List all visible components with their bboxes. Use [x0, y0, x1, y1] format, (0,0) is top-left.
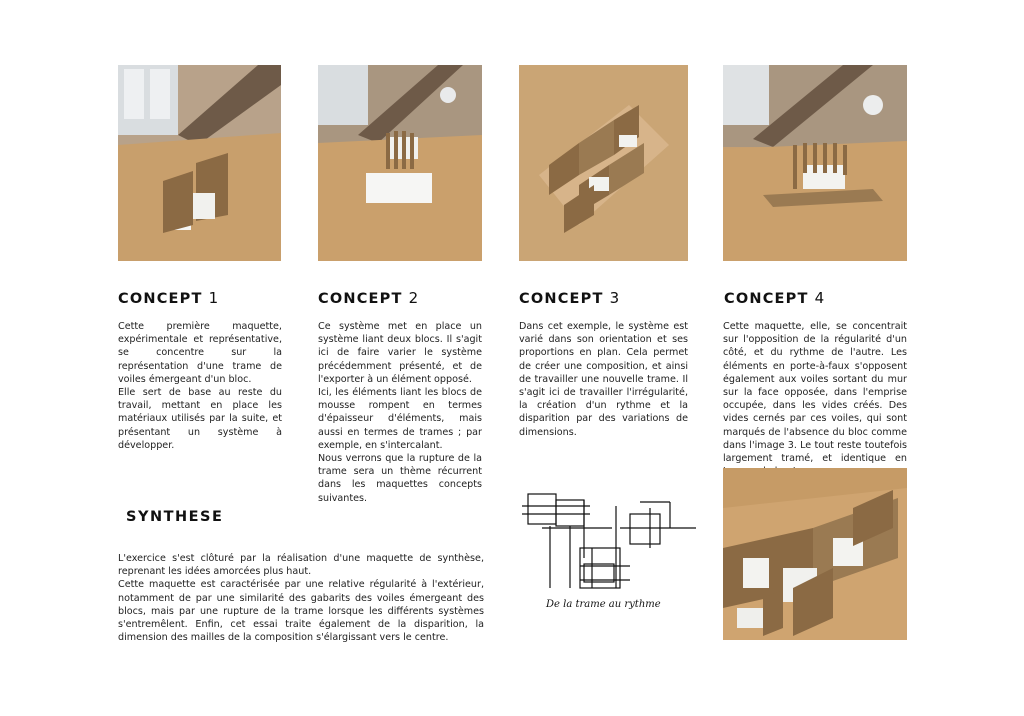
concept-1-title-label: CONCEPT — [118, 291, 203, 307]
concept-1-number: 1 — [208, 289, 220, 307]
concept-3-number: 3 — [609, 289, 621, 307]
concept-2-title — [318, 289, 419, 307]
concept-2-text — [318, 320, 482, 505]
synthese-paragraph: Cette maquette est caractérisée par une relative régularité à l'extérieur, notamment de par une similarité des gabarits des voiles émergeant des blocs, mais par une rupture de la trame lorsque les différents systèmes s'entremêlent. Enfin, cet essai traite également de la disparition, la dimension des mailles de la composition s'élargissant vers le centre. — [118, 579, 484, 644]
concept-4-title — [724, 289, 825, 307]
concept-1-photo — [118, 65, 281, 261]
synthese-paragraph: L'exercice s'est clôturé par la réalisation d'une maquette de synthèse, reprenant les idées amorcées plus haut. — [118, 553, 484, 578]
concept-2-paragraph: Ce système met en place un système liant deux blocs. Il s'agit ici de faire varier le système précédemment présenté, et de l'exporter à un élément opposé. — [318, 321, 482, 385]
synthese-text — [118, 552, 484, 644]
concept-4-paragraph: Cette maquette, elle, se concentrait sur l'opposition de la régularité d'un côté, et du rythme de l'autre. Les éléments en porte-à-faux s'opposent également aux voiles sortant du mur sur la face opposée, dans l'emprise occupée, dans les vides créés. Des vides cernés par ces voiles, qui sont marqués de l'absence du bloc comme dans l'image 3. Le tout reste toutefois largement tramé, et identique en — [723, 321, 907, 465]
concept-2-number: 2 — [408, 289, 420, 307]
concept-4-photo — [723, 65, 907, 261]
concept-2-paragraph: Nous verrons que la rupture de la trame sera un thème récurrent dans les maquettes concepts suivantes. — [318, 453, 482, 504]
concept-2-paragraph: Ici, les éléments liant les blocs de mousse rompent en termes d'épaisseur d'éléments, mais aussi en termes de trames ; par exemple, en s'intercalant. — [318, 387, 482, 451]
sketch-caption: De la trame au rythme — [546, 599, 661, 610]
concept-2-photo — [318, 65, 482, 261]
concept-1-title — [118, 289, 219, 307]
concept-2-title-label: CONCEPT — [318, 291, 403, 307]
concept-3-photo — [519, 65, 688, 261]
concept-4-title-label: CONCEPT — [724, 291, 809, 307]
concept-3-title-label: CONCEPT — [519, 291, 604, 307]
synthese-title: SYNTHESE — [126, 509, 224, 525]
concept-1-text — [118, 320, 282, 452]
concept-4-number: 4 — [814, 289, 826, 307]
concept-4-text — [723, 320, 907, 478]
concept-1-paragraph: Cette première maquette, expérimentale et représentative, se concentre sur la représentation d'une trame de voiles émergeant d'un bloc. — [118, 321, 282, 385]
concept-1-paragraph: Elle sert de base au reste du travail, mettant en place les matériaux utilisés par la suite, et présentant un système à développer. — [118, 387, 282, 451]
concept-3-paragraph: Dans cet exemple, le système est varié dans son orientation et ses proportions en plan. Cela permet de créer une composition, et ainsi de travailler une nouvelle trame. Il s'agit ici de travailler l'irrégularité, la création d'un rythme et la disparition par des variations de dimensions. — [519, 321, 688, 438]
synthese-photo — [723, 468, 907, 640]
concept-3-text — [519, 320, 688, 439]
trame-sketch — [520, 488, 700, 593]
concept-3-title — [519, 289, 620, 307]
